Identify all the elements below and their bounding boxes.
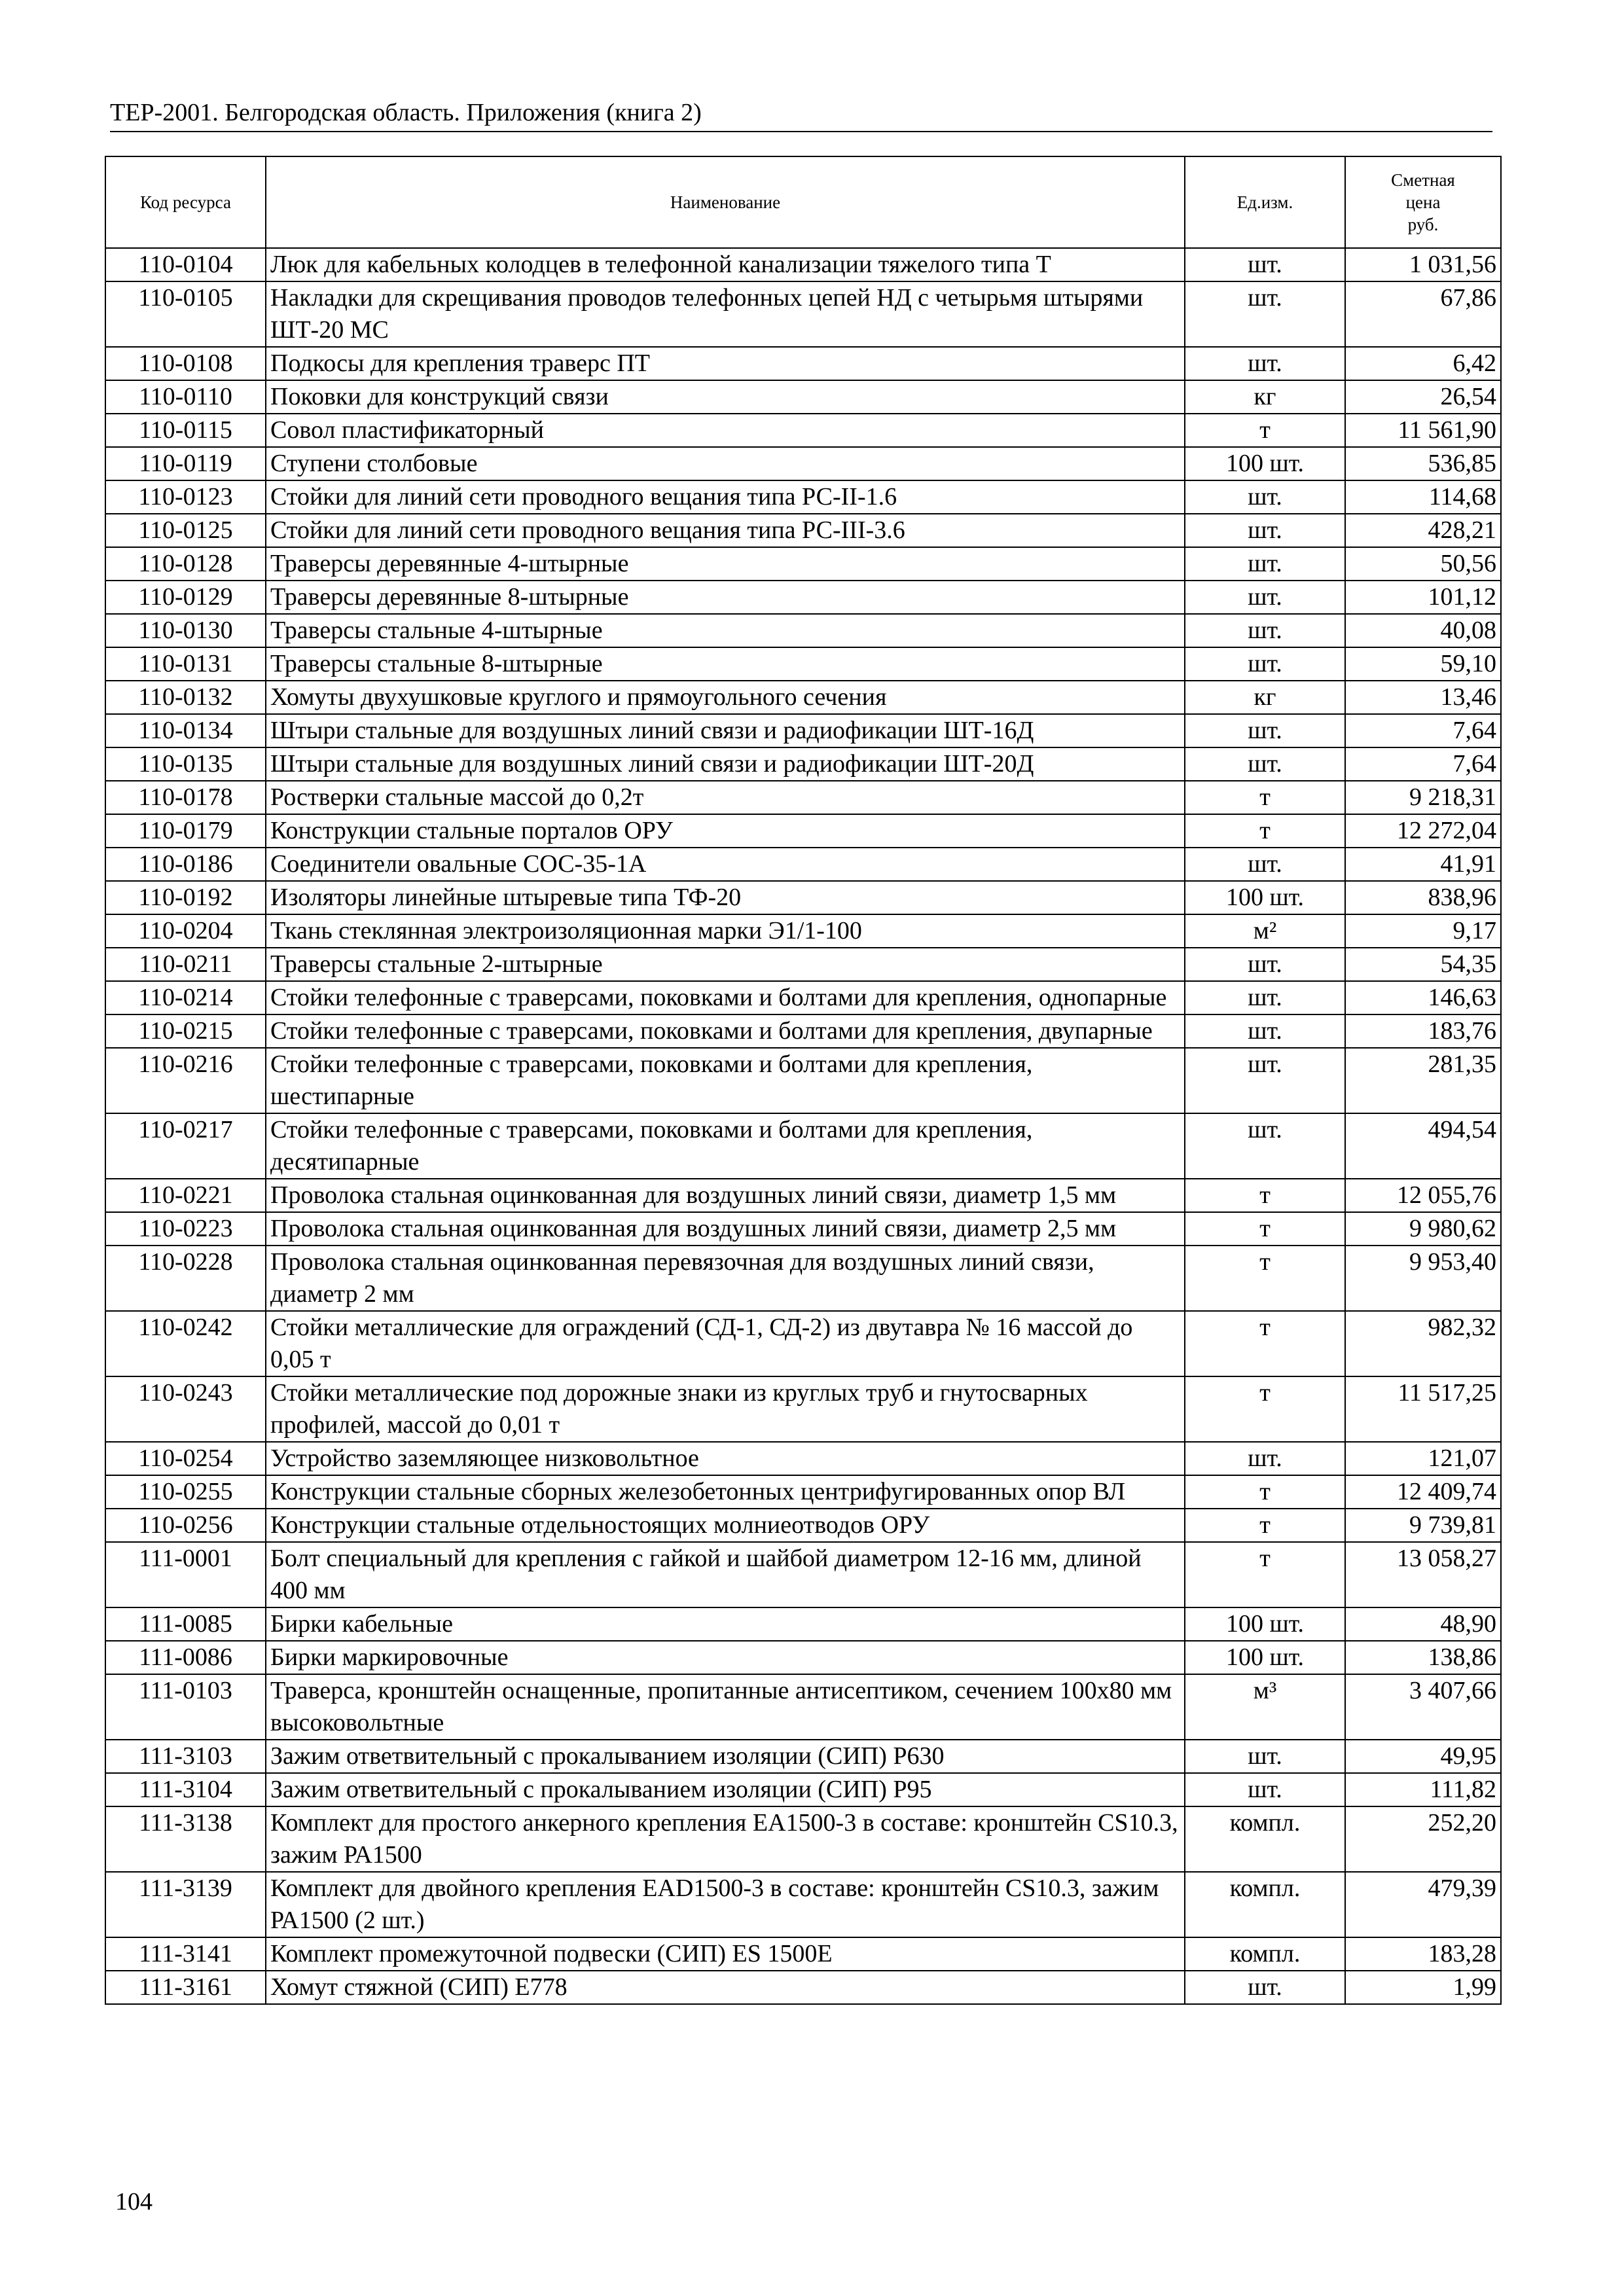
table-row [105,380,1501,414]
cell-code: 110-0132 [105,681,266,714]
table-row [105,1179,1501,1212]
cell-code: 111-3103 [105,1740,266,1773]
cell-unit: шт. [1185,981,1345,1014]
table-header-row [105,156,1501,248]
cell-unit: 100 шт. [1185,1641,1345,1674]
table-row [105,1311,1501,1376]
cell-unit: шт. [1185,1740,1345,1773]
cell-name: Конструкции стальные отдельностоящих молниеотводов ОРУ [266,1509,1185,1542]
table-row [105,414,1501,447]
cell-unit: м² [1185,914,1345,948]
cell-unit: шт. [1185,848,1345,881]
table-row [105,581,1501,614]
cell-unit: 100 шт. [1185,447,1345,480]
cell-code: 110-0228 [105,1246,266,1311]
table-row [105,447,1501,480]
cell-name: Бирки кабельные [266,1607,1185,1641]
cell-price: 183,28 [1345,1937,1501,1971]
cell-price: 121,07 [1345,1442,1501,1475]
cell-code: 110-0215 [105,1014,266,1048]
cell-name: Траверсы стальные 8-штырные [266,647,1185,681]
cell-unit: кг [1185,681,1345,714]
cell-name: Хомут стяжной (СИП) Е778 [266,1971,1185,2004]
cell-name: Траверсы деревянные 4-штырные [266,547,1185,581]
cell-code: 110-0129 [105,581,266,614]
cell-price: 7,64 [1345,747,1501,781]
cell-unit: кг [1185,380,1345,414]
cell-price: 12 409,74 [1345,1475,1501,1509]
cell-name: Устройство заземляющее низковольтное [266,1442,1185,1475]
table-row [105,781,1501,814]
table-row [105,1113,1501,1179]
cell-name: Стойки телефонные с траверсами, поковками и болтами для крепления, двупарные [266,1014,1185,1048]
table-row [105,747,1501,781]
cell-code: 111-3161 [105,1971,266,2004]
cell-name: Комплект для двойного крепления EAD1500-3 в составе: кронштейн CS10.3, зажим РА1500 (2 шт.) [266,1872,1185,1937]
cell-price: 6,42 [1345,347,1501,380]
cell-name: Стойки для линий сети проводного вещания типа РС-II-1.6 [266,480,1185,514]
cell-unit: т [1185,1179,1345,1212]
cell-name: Комплект для простого анкерного крепления ЕА1500-3 в составе: кронштейн CS10.3, зажим РА1500 [266,1806,1185,1872]
cell-name: Подкосы для крепления траверс ПТ [266,347,1185,380]
table-row [105,1048,1501,1113]
cell-price: 1,99 [1345,1971,1501,2004]
cell-code: 110-0217 [105,1113,266,1179]
cell-unit: т [1185,814,1345,848]
table-row [105,480,1501,514]
cell-code: 110-0131 [105,647,266,681]
table-row [105,814,1501,848]
cell-unit: шт. [1185,248,1345,281]
cell-price: 12 055,76 [1345,1179,1501,1212]
cell-price: 536,85 [1345,447,1501,480]
cell-name: Комплект промежуточной подвески (СИП) ES 1500E [266,1937,1185,1971]
cell-name: Стойки телефонные с траверсами, поковками и болтами для крепления, шестипарные [266,1048,1185,1113]
cell-name: Изоляторы линейные штыревые типа ТФ-20 [266,881,1185,914]
cell-price: 9 953,40 [1345,1246,1501,1311]
cell-price: 13,46 [1345,681,1501,714]
cell-unit: шт. [1185,747,1345,781]
cell-name: Стойки для линий сети проводного вещания типа РС-III-3.6 [266,514,1185,547]
cell-code: 110-0243 [105,1376,266,1442]
cell-unit: шт. [1185,514,1345,547]
cell-code: 110-0179 [105,814,266,848]
cell-code: 110-0115 [105,414,266,447]
table-row [105,1740,1501,1773]
cell-unit: шт. [1185,480,1345,514]
cell-unit: шт. [1185,1971,1345,2004]
cell-code: 110-0256 [105,1509,266,1542]
cell-price: 183,76 [1345,1014,1501,1048]
cell-price: 7,64 [1345,714,1501,747]
cell-code: 110-0125 [105,514,266,547]
cell-code: 110-0223 [105,1212,266,1246]
column-header-code: Код ресурса [105,156,266,248]
cell-code: 110-0211 [105,948,266,981]
cell-price: 49,95 [1345,1740,1501,1773]
cell-unit: 100 шт. [1185,881,1345,914]
cell-name: Зажим ответвительный с прокалыванием изоляции (СИП) Р95 [266,1773,1185,1806]
column-header-price: Сметная цена руб. [1345,156,1501,248]
cell-code: 110-0104 [105,248,266,281]
cell-name: Ступени столбовые [266,447,1185,480]
cell-code: 111-3141 [105,1937,266,1971]
table-row [105,1212,1501,1246]
cell-price: 9 980,62 [1345,1212,1501,1246]
cell-name: Ростверки стальные массой до 0,2т [266,781,1185,814]
table-row [105,1509,1501,1542]
table-row [105,1674,1501,1740]
cell-code: 110-0178 [105,781,266,814]
cell-code: 110-0110 [105,380,266,414]
cell-code: 111-0001 [105,1542,266,1607]
cell-price: 48,90 [1345,1607,1501,1641]
cell-price: 9 218,31 [1345,781,1501,814]
cell-name: Стойки металлические под дорожные знаки из круглых труб и гнутосварных профилей, массой до 0,01 т [266,1376,1185,1442]
cell-name: Стойки телефонные с траверсами, поковками и болтами для крепления, десятипарные [266,1113,1185,1179]
table-body [105,248,1501,2004]
table-row [105,647,1501,681]
cell-name: Штыри стальные для воздушных линий связи и радиофикации ШТ-20Д [266,747,1185,781]
cell-price: 3 407,66 [1345,1674,1501,1740]
cell-price: 101,12 [1345,581,1501,614]
cell-unit: шт. [1185,714,1345,747]
cell-code: 110-0204 [105,914,266,948]
cell-unit: компл. [1185,1806,1345,1872]
cell-unit: шт. [1185,647,1345,681]
cell-unit: шт. [1185,547,1345,581]
cell-name: Болт специальный для крепления с гайкой и шайбой диаметром 12-16 мм, длиной 400 мм [266,1542,1185,1607]
cell-unit: т [1185,1311,1345,1376]
cell-price: 67,86 [1345,281,1501,347]
cell-code: 110-0186 [105,848,266,881]
cell-price: 494,54 [1345,1113,1501,1179]
cell-price: 11 561,90 [1345,414,1501,447]
cell-code: 111-0086 [105,1641,266,1674]
cell-name: Траверсы стальные 4-штырные [266,614,1185,647]
cell-unit: компл. [1185,1872,1345,1937]
cell-price: 41,91 [1345,848,1501,881]
cell-name: Ткань стеклянная электроизоляционная марки Э1/1-100 [266,914,1185,948]
cell-price: 838,96 [1345,881,1501,914]
cell-code: 110-0108 [105,347,266,380]
cell-name: Проволока стальная оцинкованная перевязочная для воздушных линий связи, диаметр 2 мм [266,1246,1185,1311]
cell-code: 111-3139 [105,1872,266,1937]
table-row [105,881,1501,914]
table-row [105,714,1501,747]
cell-unit: шт. [1185,1442,1345,1475]
cell-name: Конструкции стальные порталов ОРУ [266,814,1185,848]
table-row [105,1937,1501,1971]
page-number: 104 [115,2188,153,2215]
table-row [105,547,1501,581]
cell-name: Совол пластификаторный [266,414,1185,447]
cell-price: 252,20 [1345,1806,1501,1872]
cell-code: 110-0255 [105,1475,266,1509]
cell-unit: шт. [1185,614,1345,647]
cell-unit: т [1185,1212,1345,1246]
cell-name: Хомуты двухушковые круглого и прямоугольного сечения [266,681,1185,714]
cell-code: 110-0130 [105,614,266,647]
cell-unit: т [1185,414,1345,447]
cell-price: 114,68 [1345,480,1501,514]
cell-unit: шт. [1185,1773,1345,1806]
column-header-unit: Ед.изм. [1185,156,1345,248]
cell-name: Соединители овальные СОС-35-1А [266,848,1185,881]
cell-code: 110-0242 [105,1311,266,1376]
cell-name: Траверсы стальные 2-штырные [266,948,1185,981]
cell-name: Штыри стальные для воздушных линий связи и радиофикации ШТ-16Д [266,714,1185,747]
cell-name: Бирки маркировочные [266,1641,1185,1674]
cell-code: 110-0216 [105,1048,266,1113]
table-row [105,1475,1501,1509]
table-row [105,514,1501,547]
table-row [105,281,1501,347]
cell-code: 110-0134 [105,714,266,747]
cell-name: Конструкции стальные сборных железобетонных центрифугированных опор ВЛ [266,1475,1185,1509]
cell-unit: т [1185,1475,1345,1509]
cell-unit: т [1185,781,1345,814]
cell-code: 110-0128 [105,547,266,581]
table-row [105,614,1501,647]
table-row [105,914,1501,948]
cell-name: Проволока стальная оцинкованная для воздушных линий связи, диаметр 1,5 мм [266,1179,1185,1212]
table-row [105,1806,1501,1872]
cell-unit: шт. [1185,1113,1345,1179]
cell-price: 40,08 [1345,614,1501,647]
cell-price: 11 517,25 [1345,1376,1501,1442]
cell-price: 146,63 [1345,981,1501,1014]
cell-name: Зажим ответвительный с прокалыванием изоляции (СИП) Р630 [266,1740,1185,1773]
column-header-name: Наименование [266,156,1185,248]
cell-code: 110-0254 [105,1442,266,1475]
cell-name: Траверса, кронштейн оснащенные, пропитанные антисептиком, сечением 100x80 мм высоковольтные [266,1674,1185,1740]
cell-price: 9 739,81 [1345,1509,1501,1542]
cell-price: 111,82 [1345,1773,1501,1806]
cell-price: 982,32 [1345,1311,1501,1376]
table-row [105,1442,1501,1475]
cell-price: 26,54 [1345,380,1501,414]
cell-price: 54,35 [1345,948,1501,981]
cell-code: 110-0135 [105,747,266,781]
table-row [105,1014,1501,1048]
table-row [105,1872,1501,1937]
cell-code: 110-0105 [105,281,266,347]
table-row [105,681,1501,714]
table-row [105,948,1501,981]
cell-price: 281,35 [1345,1048,1501,1113]
cell-name: Люк для кабельных колодцев в телефонной канализации тяжелого типа Т [266,248,1185,281]
cell-price: 50,56 [1345,547,1501,581]
cell-unit: т [1185,1376,1345,1442]
cell-unit: м³ [1185,1674,1345,1740]
table-row [105,1376,1501,1442]
cell-price: 9,17 [1345,914,1501,948]
cell-code: 110-0192 [105,881,266,914]
cell-price: 479,39 [1345,1872,1501,1937]
cell-name: Накладки для скрещивания проводов телефонных цепей НД с четырьмя штырями ШТ-20 МС [266,281,1185,347]
cell-unit: шт. [1185,281,1345,347]
cell-code: 110-0123 [105,480,266,514]
cell-unit: шт. [1185,581,1345,614]
cell-name: Стойки телефонные с траверсами, поковками и болтами для крепления, однопарные [266,981,1185,1014]
cell-code: 110-0214 [105,981,266,1014]
table-row [105,1641,1501,1674]
cell-name: Стойки металлические для ограждений (СД-1, СД-2) из двутавра № 16 массой до 0,05 т [266,1311,1185,1376]
cell-unit: компл. [1185,1937,1345,1971]
cell-unit: т [1185,1246,1345,1311]
cell-unit: 100 шт. [1185,1607,1345,1641]
table-row [105,1607,1501,1641]
table-row [105,248,1501,281]
cell-unit: шт. [1185,1048,1345,1113]
table-row [105,1971,1501,2004]
cell-code: 111-3138 [105,1806,266,1872]
cell-unit: шт. [1185,948,1345,981]
resource-price-table [105,156,1502,2005]
cell-name: Поковки для конструкций связи [266,380,1185,414]
cell-price: 59,10 [1345,647,1501,681]
cell-price: 12 272,04 [1345,814,1501,848]
cell-code: 110-0119 [105,447,266,480]
cell-unit: т [1185,1509,1345,1542]
cell-unit: т [1185,1542,1345,1607]
page-header: ТЕР-2001. Белгородская область. Приложения (книга 2) [110,97,1492,132]
cell-name: Проволока стальная оцинкованная для воздушных линий связи, диаметр 2,5 мм [266,1212,1185,1246]
cell-code: 111-0103 [105,1674,266,1740]
table-row [105,848,1501,881]
cell-code: 111-0085 [105,1607,266,1641]
cell-unit: шт. [1185,347,1345,380]
cell-name: Траверсы деревянные 8-штырные [266,581,1185,614]
cell-price: 138,86 [1345,1641,1501,1674]
table-row [105,347,1501,380]
cell-unit: шт. [1185,1014,1345,1048]
table-row [105,1773,1501,1806]
cell-price: 1 031,56 [1345,248,1501,281]
cell-price: 13 058,27 [1345,1542,1501,1607]
table-row [105,1542,1501,1607]
cell-price: 428,21 [1345,514,1501,547]
cell-code: 110-0221 [105,1179,266,1212]
table-row [105,1246,1501,1311]
cell-code: 111-3104 [105,1773,266,1806]
table-row [105,981,1501,1014]
